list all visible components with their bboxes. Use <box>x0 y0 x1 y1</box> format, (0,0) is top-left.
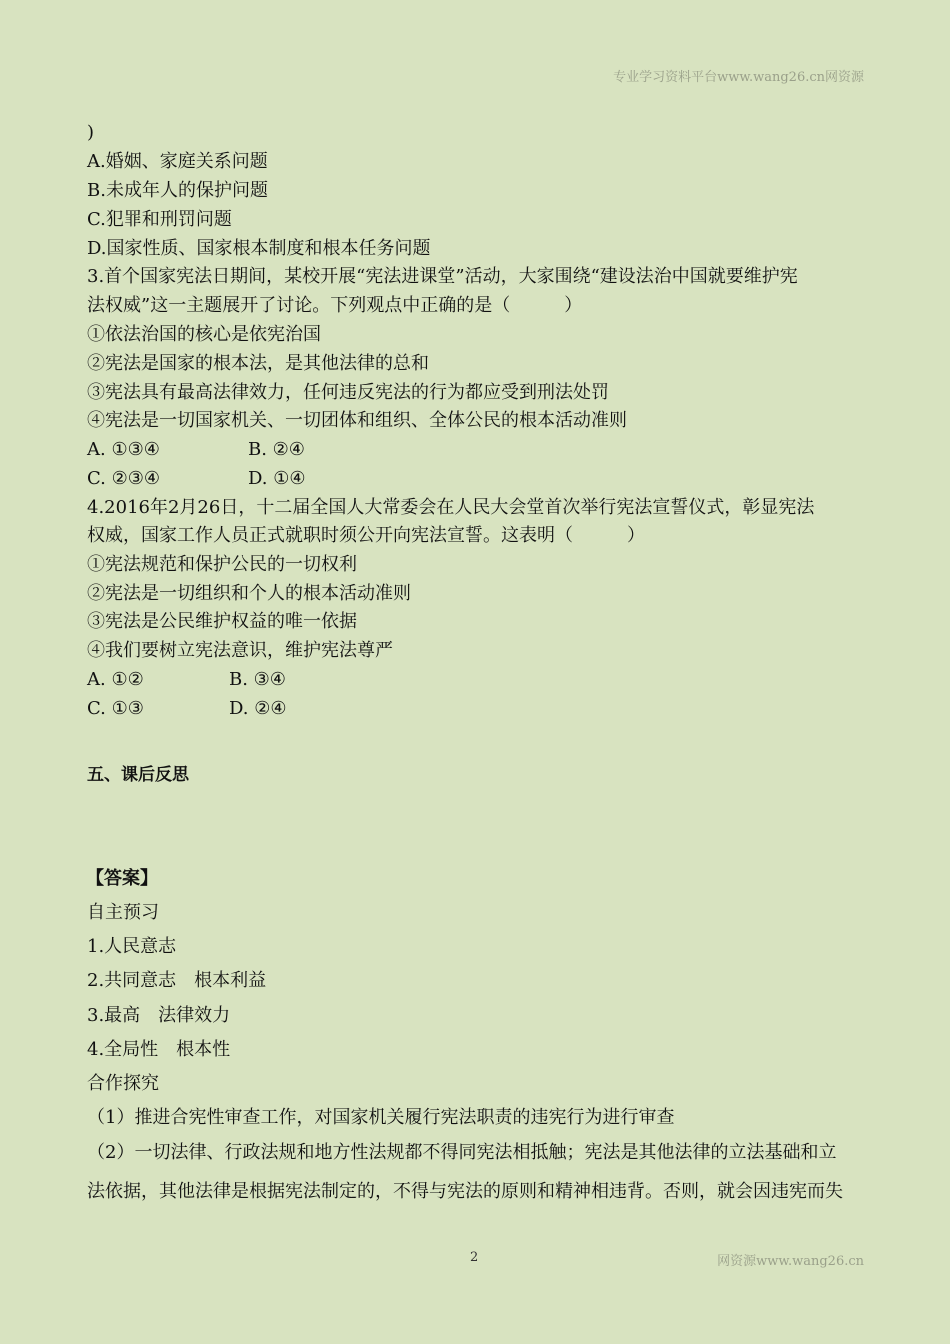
q3-choice-c: C. ②③④ <box>87 468 160 489</box>
q4-stem-line1: 4.2016年2月26日，十二届全国人大常委会在人民大会堂首次举行宪法宣誓仪式，彰显宪法 <box>87 497 815 518</box>
q2-option-d: D.国家性质、国家根本制度和根本任务问题 <box>87 238 431 259</box>
q3-choice-d: D. ①④ <box>248 468 306 489</box>
q3-choice-a: A. ①③④ <box>87 439 160 460</box>
q2-option-b: B.未成年人的保护问题 <box>87 180 268 201</box>
q3-statement-1: ①依法治国的核心是依宪治国 <box>87 324 321 345</box>
footer-watermark: 网资源www.wang26.cn <box>717 1254 864 1269</box>
answers-subheading-explore: 合作探究 <box>87 1073 159 1094</box>
q3-statement-2: ②宪法是国家的根本法，是其他法律的总和 <box>87 353 429 374</box>
answers-heading: 【答案】 <box>86 868 158 889</box>
q4-choice-a: A. ①② <box>87 669 144 690</box>
answer-4: 4.全局性 根本性 <box>87 1039 231 1060</box>
explore-answer-1: （1）推进合宪性审查工作，对国家机关履行宪法职责的违宪行为进行审查 <box>87 1107 675 1128</box>
q4-choice-d: D. ②④ <box>229 698 287 719</box>
q4-choice-b: B. ③④ <box>229 669 286 690</box>
q2-option-a: A.婚姻、家庭关系问题 <box>87 151 268 172</box>
q4-choice-c: C. ①③ <box>87 698 144 719</box>
q2-option-c: C.犯罪和刑罚问题 <box>87 209 232 230</box>
page-header-watermark: 专业学习资料平台www.wang26.cn网资源 <box>613 70 864 85</box>
q4-statement-3: ③宪法是公民维护权益的唯一依据 <box>87 611 357 632</box>
q4-statement-2: ②宪法是一切组织和个人的根本活动准则 <box>87 583 411 604</box>
q4-statement-1: ①宪法规范和保护公民的一切权利 <box>87 554 357 575</box>
page-number: 2 <box>470 1250 479 1265</box>
answer-2: 2.共同意志 根本利益 <box>87 970 267 991</box>
answers-subheading-preview: 自主预习 <box>87 902 159 923</box>
answer-1: 1.人民意志 <box>87 936 177 957</box>
explore-answer-2-line1: （2）一切法律、行政法规和地方性法规都不得同宪法相抵触；宪法是其他法律的立法基础和立 <box>87 1142 837 1163</box>
q3-stem-line2: 法权威”这一主题展开了讨论。下列观点中正确的是（ ） <box>87 295 583 316</box>
q3-choice-b: B. ②④ <box>248 439 305 460</box>
q3-statement-3: ③宪法具有最高法律效力，任何违反宪法的行为都应受到刑法处罚 <box>87 382 609 403</box>
q3-stem-line1: 3.首个国家宪法日期间，某校开展“宪法进课堂”活动，大家围绕“建设法治中国就要维护宪 <box>87 266 798 287</box>
answer-3: 3.最高 法律效力 <box>87 1005 231 1026</box>
q3-statement-4: ④宪法是一切国家机关、一切团体和组织、全体公民的根本活动准则 <box>87 410 627 431</box>
question-2-tail: ) <box>87 122 95 143</box>
q4-statement-4: ④我们要树立宪法意识，维护宪法尊严 <box>87 640 393 661</box>
explore-answer-2-line2: 法依据，其他法律是根据宪法制定的，不得与宪法的原则和精神相违背。否则，就会因违宪而失 <box>87 1181 843 1202</box>
q4-stem-line2: 权威，国家工作人员正式就职时须公开向宪法宣誓。这表明（ ） <box>87 525 645 546</box>
section-5-heading: 五、课后反思 <box>87 765 189 785</box>
